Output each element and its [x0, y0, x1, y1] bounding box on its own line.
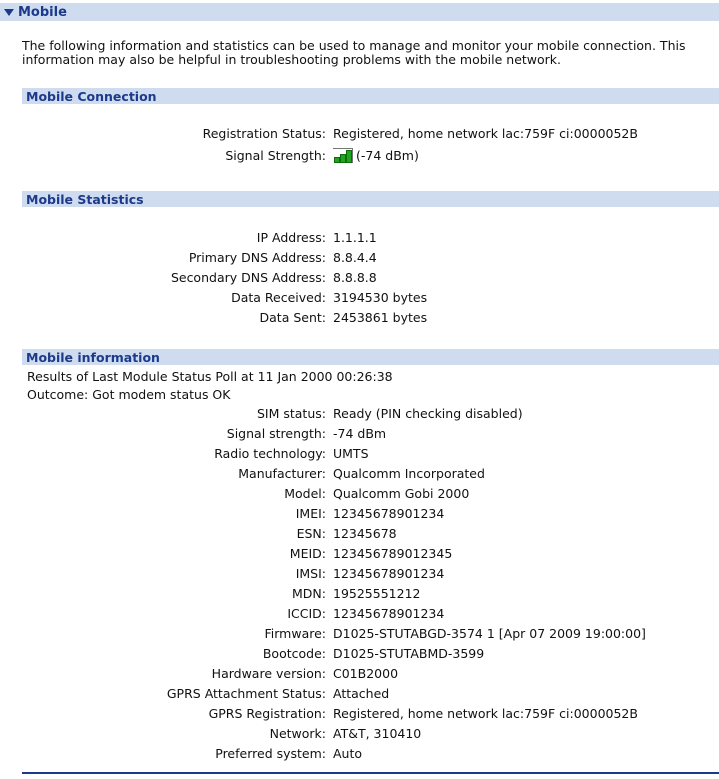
info-label: ESN: — [296, 526, 326, 541]
signal-strength-label: Signal Strength: — [225, 148, 326, 163]
info-value: Attached — [333, 686, 390, 701]
mobile-information-title: Mobile information — [26, 349, 160, 365]
collapse-triangle-icon[interactable] — [4, 9, 14, 16]
info-value: Registered, home network lac:759F ci:0000052B — [333, 706, 638, 721]
registration-status-label: Registration Status: — [202, 126, 326, 141]
info-value: Auto — [333, 746, 363, 761]
info-label: Hardware version: — [211, 666, 326, 681]
bottom-divider — [22, 772, 719, 774]
info-label: Firmware: — [264, 626, 326, 641]
info-value: 12345678901234 — [333, 566, 445, 581]
info-label: ICCID: — [287, 606, 326, 621]
statistic-row — [0, 310, 719, 330]
statistic-value: 8.8.4.4 — [333, 250, 377, 265]
info-row — [0, 626, 719, 646]
info-label: Bootcode: — [262, 646, 326, 661]
info-row — [0, 486, 719, 506]
statistic-label: Primary DNS Address: — [188, 250, 326, 265]
info-value: Ready (PIN checking disabled) — [333, 406, 523, 421]
info-row — [0, 546, 719, 566]
info-label: Network: — [269, 726, 326, 741]
info-label: Preferred system: — [215, 746, 326, 761]
info-value: D1025-STUTABMD-3599 — [333, 646, 485, 661]
signal-strength-value: (-74 dBm) — [356, 148, 419, 163]
info-row — [0, 586, 719, 606]
signal-strength-row — [0, 148, 719, 168]
info-value: Qualcomm Incorporated — [333, 466, 485, 481]
mobile-statistics-header — [22, 191, 719, 207]
info-row — [0, 566, 719, 586]
info-row — [0, 446, 719, 466]
mobile-connection-title: Mobile Connection — [26, 88, 157, 104]
signal-strength-value-wrap — [333, 148, 419, 163]
info-row — [0, 506, 719, 526]
info-value: 123456789012345 — [333, 546, 453, 561]
statistic-row — [0, 250, 719, 270]
info-value: 19525551212 — [333, 586, 421, 601]
mobile-connection-header — [22, 88, 719, 104]
statistic-label: Data Received: — [231, 290, 326, 305]
page-title: Mobile — [18, 4, 67, 20]
registration-status-value: Registered, home network lac:759F ci:0000052B — [333, 126, 638, 141]
mobile-statistics-title: Mobile Statistics — [26, 191, 144, 207]
info-label: Signal strength: — [226, 426, 326, 441]
info-value: 12345678 — [333, 526, 397, 541]
mobile-section-header[interactable] — [0, 3, 719, 21]
info-label: IMSI: — [295, 566, 326, 581]
info-row — [0, 686, 719, 706]
outcome-line: Outcome: Got modem status OK — [27, 387, 231, 402]
statistic-value: 1.1.1.1 — [333, 230, 377, 245]
info-row — [0, 746, 719, 766]
statistic-value: 3194530 bytes — [333, 290, 428, 305]
info-value: Qualcomm Gobi 2000 — [333, 486, 470, 501]
statistic-row — [0, 270, 719, 290]
info-row — [0, 726, 719, 746]
info-row — [0, 646, 719, 666]
intro-text: The following information and statistics can be used to manage and monitor your mobile connection. This information may also be helpful in troubleshooting problems with the mobile network. — [22, 38, 686, 67]
info-value: AT&T, 310410 — [333, 726, 422, 741]
statistic-row — [0, 230, 719, 250]
info-row — [0, 666, 719, 686]
statistic-label: Data Sent: — [259, 310, 326, 325]
info-value: UMTS — [333, 446, 369, 461]
info-label: Model: — [284, 486, 326, 501]
info-value: 12345678901234 — [333, 606, 445, 621]
signal-bar — [346, 150, 352, 163]
info-value: 12345678901234 — [333, 506, 445, 521]
info-row — [0, 526, 719, 546]
info-label: MEID: — [289, 546, 326, 561]
info-label: MDN: — [292, 586, 326, 601]
info-value: -74 dBm — [333, 426, 387, 441]
info-row — [0, 606, 719, 626]
info-row — [0, 706, 719, 726]
registration-status-row — [0, 126, 719, 146]
statistic-label: IP Address: — [256, 230, 326, 245]
mobile-information-header — [22, 349, 719, 365]
statistic-label: Secondary DNS Address: — [170, 270, 326, 285]
signal-bars-icon — [333, 148, 353, 163]
info-label: SIM status: — [256, 406, 326, 421]
info-label: GPRS Attachment Status: — [166, 686, 326, 701]
statistic-row — [0, 290, 719, 310]
info-label: GPRS Registration: — [208, 706, 326, 721]
poll-results-line: Results of Last Module Status Poll at 11 Jan 2000 00:26:38 — [27, 369, 393, 384]
info-value: D1025-STUTABGD-3574 1 [Apr 07 2009 19:00:00] — [333, 626, 646, 641]
info-label: Radio technology: — [214, 446, 326, 461]
info-value: C01B2000 — [333, 666, 399, 681]
info-row — [0, 466, 719, 486]
info-row — [0, 406, 719, 426]
info-label: IMEI: — [295, 506, 326, 521]
statistic-value: 8.8.8.8 — [333, 270, 377, 285]
info-row — [0, 426, 719, 446]
info-label: Manufacturer: — [238, 466, 326, 481]
statistic-value: 2453861 bytes — [333, 310, 428, 325]
